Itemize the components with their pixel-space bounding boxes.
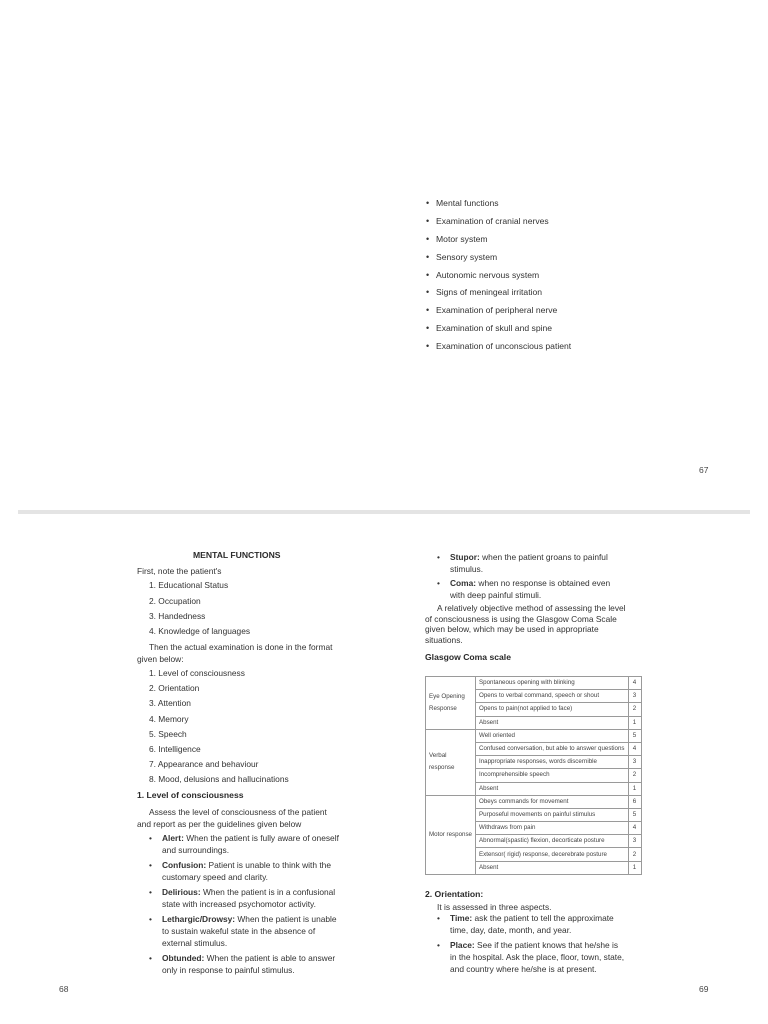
bullet-text: when no response is obtained even	[476, 578, 611, 588]
table-cell: Spontaneous opening with blinking	[476, 677, 629, 690]
exam-item: 4. Memory	[149, 714, 189, 724]
subsection-heading: 1. Level of consciousness	[137, 790, 244, 800]
bullet-text: When the patient is in a confusional	[200, 887, 336, 897]
bullet-text: external stimulus.	[162, 938, 228, 948]
score-cell: 1	[628, 716, 641, 729]
glasgow-coma-table	[425, 676, 642, 875]
orientation-intro: It is assessed in three aspects.	[437, 902, 552, 912]
table-row	[426, 677, 642, 690]
bullet-coma	[437, 577, 635, 601]
topic-item: • Motor system	[426, 233, 571, 251]
score-cell: 2	[628, 769, 641, 782]
para-line: given below, which may be used in appropriate	[425, 624, 599, 634]
bullet-stupor	[437, 551, 635, 575]
para-line: situations.	[425, 634, 463, 645]
topic-item: • Examination of unconscious patient	[426, 340, 571, 358]
table-cell: Opens to pain(not applied to face)	[476, 703, 629, 716]
bullet-obtunded	[149, 952, 346, 976]
bullet-text: When the patient is able to answer	[204, 953, 336, 963]
category-label: response	[429, 764, 455, 772]
table-cell: Extensor( rigid) response, decerebrate posture	[476, 848, 629, 861]
score-cell: 1	[628, 861, 641, 874]
table-cell: Absent	[476, 716, 629, 729]
score-cell: 2	[628, 848, 641, 861]
bullet-text: stimulus.	[450, 564, 484, 574]
bullet-dot: •	[437, 940, 440, 950]
bullet-term: Time:	[450, 913, 473, 923]
topic-item: • Examination of skull and spine	[426, 322, 571, 340]
bullet-place	[437, 939, 635, 975]
score-cell: 3	[628, 756, 641, 769]
bullet-term: Delirious:	[162, 887, 201, 897]
intro-text: First, note the patient's	[137, 566, 222, 576]
score-cell: 5	[628, 808, 641, 821]
table-cell: Absent	[476, 782, 629, 795]
exam-item: 8. Mood, delusions and hallucinations	[149, 774, 289, 784]
note-item: 3. Handedness	[149, 611, 206, 621]
bullet-dot: •	[149, 953, 152, 963]
score-cell: 6	[628, 795, 641, 808]
then-text-line1: Then the actual examination is done in the format	[149, 642, 333, 652]
score-cell: 4	[628, 677, 641, 690]
category-eye	[426, 677, 476, 730]
table-cell: Abnormal(spastic) flexion, decorticate posture	[476, 835, 629, 848]
topic-item: • Autonomic nervous system	[426, 269, 571, 287]
bullet-dot: •	[437, 552, 440, 562]
bullet-text: Patient is unable to think with the	[206, 860, 331, 870]
bullet-dot: •	[437, 578, 440, 588]
topic-item: • Mental functions	[426, 197, 571, 215]
score-cell: 3	[628, 835, 641, 848]
bullet-delirious	[149, 886, 346, 910]
score-cell: 4	[628, 742, 641, 755]
table-cell: Well oriented	[476, 729, 629, 742]
bullet-text: when the patient groans to painful	[479, 552, 608, 562]
para-line: of consciousness is using the Glasgow Coma Scale	[425, 613, 617, 624]
exam-item: 1. Level of consciousness	[149, 668, 245, 678]
note-item: 2. Occupation	[149, 596, 201, 606]
topic-list	[426, 197, 571, 358]
assess-text-line1: Assess the level of consciousness of the patient	[149, 807, 327, 817]
table-row	[426, 795, 642, 808]
section-title: MENTAL FUNCTIONS	[193, 550, 281, 560]
bullet-term: Confusion:	[162, 860, 207, 870]
bullet-dot: •	[149, 914, 152, 924]
bullet-dot: •	[437, 913, 440, 923]
bullet-text: time, day, date, month, and year.	[450, 925, 572, 935]
bullet-text: with deep painful stimuli.	[450, 590, 542, 600]
category-motor	[426, 795, 476, 874]
bullet-text: and surroundings.	[162, 845, 230, 855]
topic-item: • Sensory system	[426, 251, 571, 269]
category-label: Motor response	[429, 830, 472, 838]
topic-item: • Examination of peripheral nerve	[426, 304, 571, 322]
page-number-67: 67	[699, 465, 709, 475]
bullet-term: Coma:	[450, 578, 477, 588]
table-cell: Absent	[476, 861, 629, 874]
bullet-dot: •	[149, 833, 152, 843]
bullet-term: Alert:	[162, 833, 184, 843]
bullet-confusion	[149, 859, 346, 883]
table-cell: Inappropriate responses, words discernible	[476, 756, 629, 769]
bullet-text: in the hospital. Ask the place, floor, town, state,	[450, 952, 625, 962]
note-item: 4. Knowledge of languages	[149, 626, 251, 636]
exam-item: 2. Orientation	[149, 683, 200, 693]
exam-item: 5. Speech	[149, 729, 187, 739]
gcs-paragraph	[425, 603, 635, 645]
category-label: Verbal	[429, 752, 447, 760]
bullet-text: When the patient is unable	[235, 914, 337, 924]
score-cell: 3	[628, 690, 641, 703]
score-cell: 2	[628, 703, 641, 716]
bullet-text: When the patient is fully aware of oneself	[183, 833, 339, 843]
subsection-heading: 2. Orientation:	[425, 889, 484, 899]
bullet-text: to sustain wakeful state in the absence of	[162, 926, 316, 936]
page-number-69: 69	[699, 984, 709, 994]
score-cell: 4	[628, 822, 641, 835]
bullet-text: See if the patient knows that he/she is	[474, 940, 619, 950]
bullet-text: only in response to painful stimulus.	[162, 965, 295, 975]
exam-item: 6. Intelligence	[149, 744, 201, 754]
table-cell: Confused conversation, but able to answer questions	[476, 742, 629, 755]
bullet-dot: •	[149, 887, 152, 897]
assess-text-line2: and report as per the guidelines given below	[137, 819, 302, 829]
table-cell: Opens to verbal command, speech or shout	[476, 690, 629, 703]
then-text-line2: given below:	[137, 654, 184, 664]
table-title: Glasgow Coma scale	[425, 652, 511, 662]
bullet-text: and country where he/she is at present.	[450, 964, 597, 974]
para-line: A relatively objective method of assessing the level	[437, 603, 626, 613]
topic-item: • Signs of meningeal irritation	[426, 286, 571, 304]
bullet-term: Stupor:	[450, 552, 480, 562]
page-number-68: 68	[59, 984, 69, 994]
table-cell: Obeys commands for movement	[476, 795, 629, 808]
category-label: Eye Opening	[429, 692, 465, 700]
exam-item: 7. Appearance and behaviour	[149, 759, 259, 769]
category-label: Response	[429, 704, 457, 712]
note-item: 1. Educational Status	[149, 580, 229, 590]
table-cell: Withdraws from pain	[476, 822, 629, 835]
page-divider	[18, 510, 750, 514]
bullet-text: customary speed and clarity.	[162, 872, 268, 882]
category-verbal	[426, 729, 476, 795]
table-cell: Purposeful movements on painful stimulus	[476, 808, 629, 821]
topic-item: • Examination of cranial nerves	[426, 215, 571, 233]
exam-item: 3. Attention	[149, 698, 191, 708]
table-cell: Incomprehensible speech	[476, 769, 629, 782]
bullet-term: Place:	[450, 940, 475, 950]
bullet-text: state with increased psychomotor activity.	[162, 899, 316, 909]
table-row	[426, 729, 642, 742]
bullet-text: ask the patient to tell the approximate	[472, 913, 614, 923]
bullet-lethargic	[149, 913, 346, 949]
score-cell: 5	[628, 729, 641, 742]
bullet-time	[437, 912, 635, 936]
bullet-term: Lethargic/Drowsy:	[162, 914, 236, 924]
bullet-alert	[149, 832, 346, 856]
score-cell: 1	[628, 782, 641, 795]
bullet-term: Obtunded:	[162, 953, 205, 963]
bullet-dot: •	[149, 860, 152, 870]
